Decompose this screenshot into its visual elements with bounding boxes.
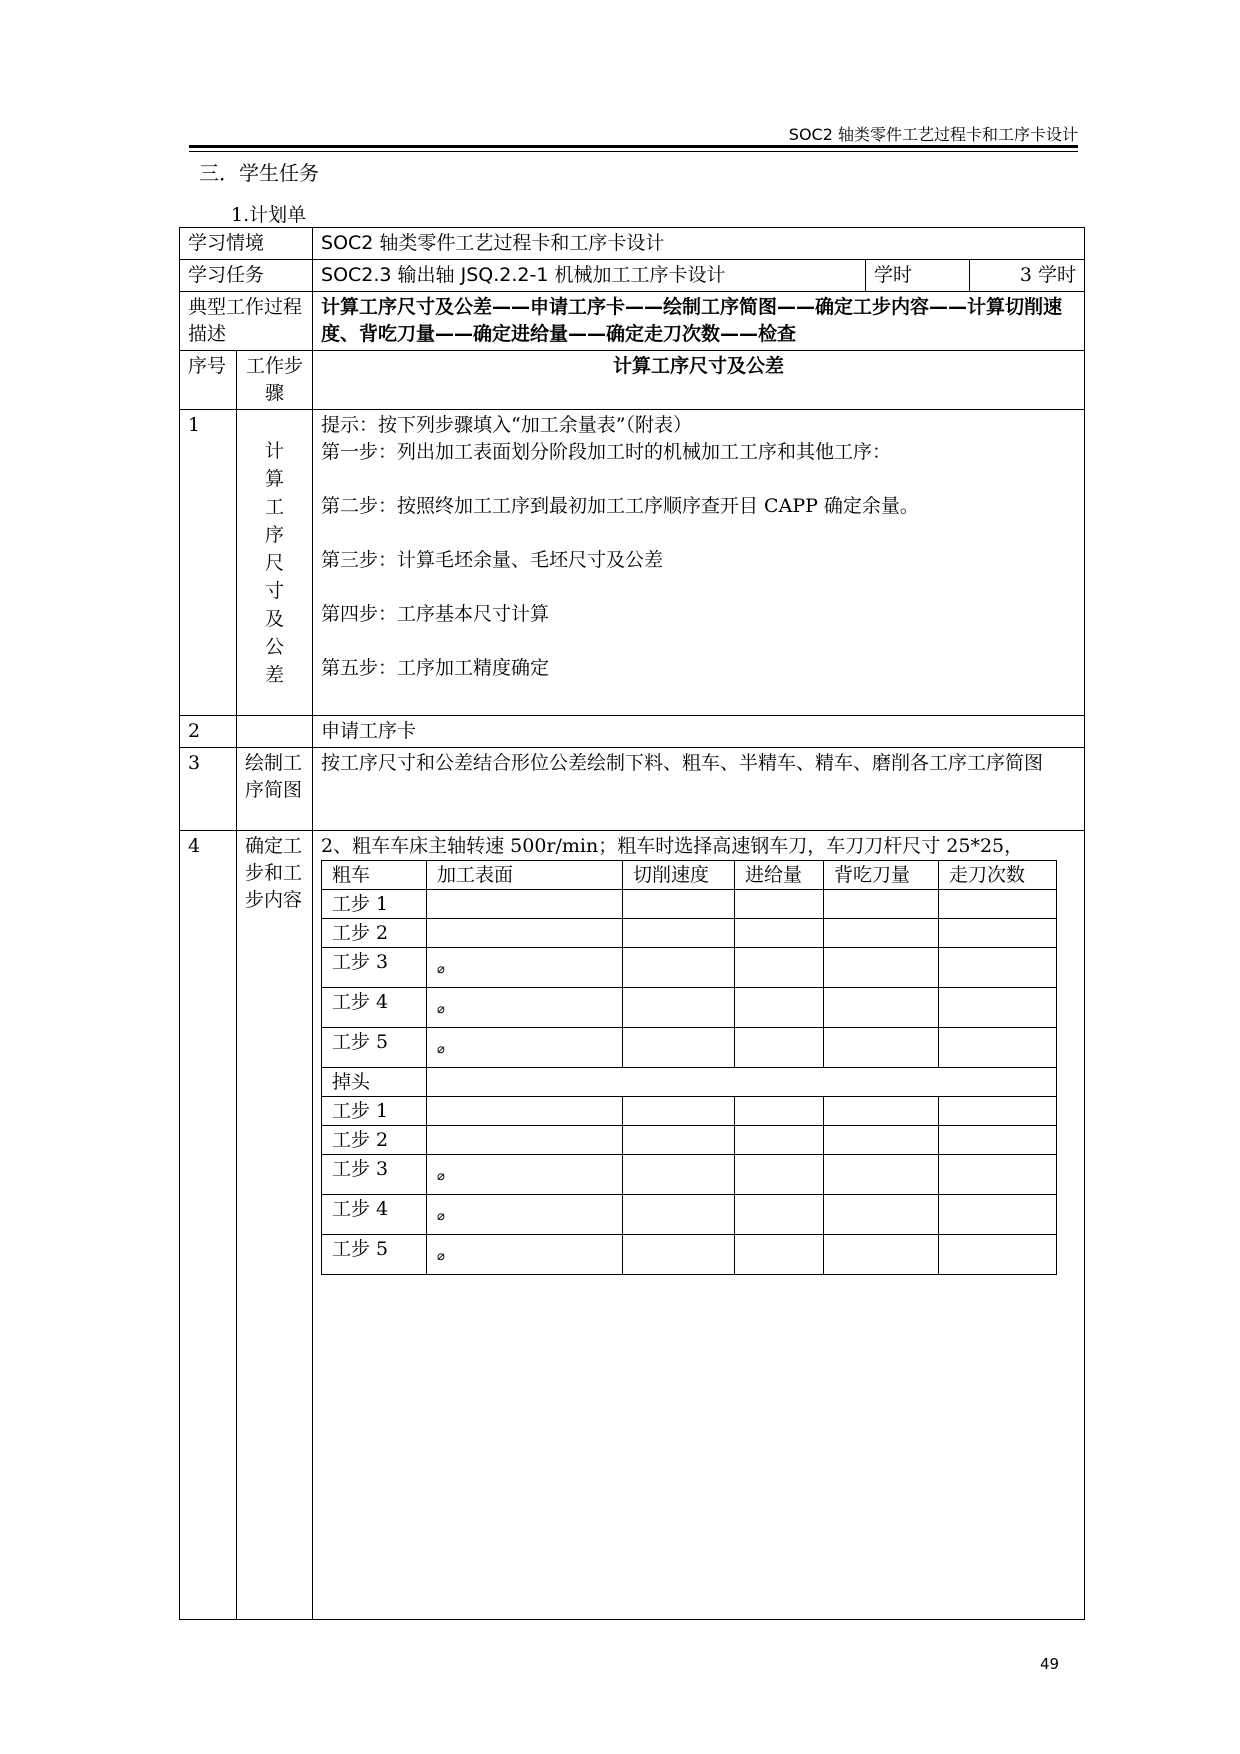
empty-cell — [824, 1126, 939, 1155]
item-step-vertical — [237, 410, 313, 716]
row-process — [180, 292, 1085, 351]
step-label: 工步 4 — [322, 1195, 427, 1235]
step-char: 序 — [265, 523, 285, 546]
item-line: 提示：按下列步骤填入“加工余量表”（附表） — [321, 414, 692, 436]
step-char: 差 — [265, 663, 285, 686]
item-row-1 — [180, 410, 1085, 716]
empty-cell — [824, 1195, 939, 1235]
column-header: 粗车 — [322, 861, 427, 890]
diameter-symbol-cell: ⌀ — [427, 948, 623, 988]
step-char: 算 — [265, 467, 285, 490]
empty-cell — [735, 988, 824, 1028]
empty-cell — [735, 1097, 824, 1126]
plan-table — [179, 227, 1085, 1620]
empty-cell — [427, 1097, 623, 1126]
empty-cell — [824, 919, 939, 948]
empty-cell — [939, 988, 1057, 1028]
step-row — [322, 890, 1057, 919]
item-seq: 3 — [180, 748, 237, 831]
empty-cell — [623, 1126, 735, 1155]
step-label: 工步 1 — [322, 1097, 427, 1126]
empty-cell — [824, 1097, 939, 1126]
item-content — [313, 410, 1085, 716]
step-char: 寸 — [265, 579, 285, 602]
step-row — [322, 1028, 1057, 1068]
item-line: 2、粗车车床主轴转速 500r/min；粗车时选择高速钢车刀，车刀刀杆尺寸 25*25， — [321, 835, 1024, 857]
empty-cell — [735, 1028, 824, 1068]
diameter-symbol-cell: ⌀ — [427, 1028, 623, 1068]
empty-cell — [427, 919, 623, 948]
page-number: 49 — [1040, 1655, 1060, 1673]
step-table — [321, 860, 1057, 1275]
empty-cell — [735, 919, 824, 948]
empty-cell — [427, 1068, 1057, 1097]
empty-cell — [939, 919, 1057, 948]
empty-cell — [939, 1028, 1057, 1068]
step-row — [322, 1126, 1057, 1155]
step-char: 公 — [265, 635, 285, 658]
step-row — [322, 948, 1057, 988]
item-line: 第二步：按照终加工工序到最初加工工序顺序查开目 CAPP 确定余量。 — [321, 495, 919, 517]
group-label: 掉头 — [322, 1068, 427, 1097]
step-label: 工步 5 — [322, 1028, 427, 1068]
item-row-4 — [180, 831, 1085, 1620]
empty-cell — [824, 988, 939, 1028]
empty-cell — [735, 948, 824, 988]
item-line: 第四步：工序基本尺寸计算 — [321, 603, 550, 625]
empty-cell — [939, 890, 1057, 919]
value-context: SOC2 轴类零件工艺过程卡和工序卡设计 — [313, 228, 1085, 260]
section-title: 三．学生任务 — [199, 161, 319, 185]
item-step: 确定工步和工步内容 — [237, 831, 313, 1620]
empty-cell — [623, 919, 735, 948]
empty-cell — [623, 1097, 735, 1126]
empty-cell — [623, 1235, 735, 1275]
step-label: 工步 2 — [322, 1126, 427, 1155]
value-task: SOC2.3 输出轴 JSQ.2.2-1 机械加工工序卡设计 — [313, 260, 866, 292]
item-step-text — [245, 437, 304, 689]
step-label: 工步 3 — [322, 1155, 427, 1195]
item-step — [237, 716, 313, 748]
step-group-row — [322, 1068, 1057, 1097]
empty-cell — [623, 1155, 735, 1195]
row-context — [180, 228, 1085, 260]
item-row-2 — [180, 716, 1085, 748]
step-row — [322, 1097, 1057, 1126]
step-char: 计 — [265, 439, 285, 462]
running-header: SOC2 轴类零件工艺过程卡和工序卡设计 — [788, 125, 1078, 144]
empty-cell — [735, 1235, 824, 1275]
header-seq: 序号 — [180, 351, 237, 410]
header-rule-thin — [189, 151, 1078, 152]
header-rule — [189, 145, 1078, 148]
diameter-symbol-cell: ⌀ — [427, 1155, 623, 1195]
item-line: 第五步：工序加工精度确定 — [321, 657, 550, 679]
header-step: 工作步骤 — [237, 351, 313, 410]
diameter-symbol-cell: ⌀ — [427, 1235, 623, 1275]
step-label: 工步 2 — [322, 919, 427, 948]
diameter-symbol-cell: ⌀ — [427, 1195, 623, 1235]
step-row — [322, 919, 1057, 948]
empty-cell — [623, 948, 735, 988]
column-header: 进给量 — [735, 861, 824, 890]
empty-cell — [939, 1155, 1057, 1195]
value-process: 计算工序尺寸及公差——申请工序卡——绘制工序简图——确定工步内容——计算切削速度、背吃刀量——确定进给量——确定走刀次数——检查 — [313, 292, 1085, 351]
empty-cell — [427, 890, 623, 919]
empty-cell — [824, 948, 939, 988]
label-process: 典型工作过程描述 — [180, 292, 313, 351]
empty-cell — [623, 1195, 735, 1235]
row-task — [180, 260, 1085, 292]
item-row-3 — [180, 748, 1085, 831]
step-row — [322, 988, 1057, 1028]
step-label: 工步 1 — [322, 890, 427, 919]
empty-cell — [824, 1028, 939, 1068]
empty-cell — [939, 1097, 1057, 1126]
item-step: 绘制工序简图 — [237, 748, 313, 831]
empty-cell — [939, 1235, 1057, 1275]
step-row — [322, 1235, 1057, 1275]
empty-cell — [939, 1195, 1057, 1235]
step-table-header — [322, 861, 1057, 890]
step-row — [322, 1195, 1057, 1235]
item-content: 按工序尺寸和公差结合形位公差绘制下料、粗车、半精车、精车、磨削各工序工序简图 — [313, 748, 1085, 831]
empty-cell — [623, 988, 735, 1028]
label-task: 学习任务 — [180, 260, 313, 292]
empty-cell — [735, 1155, 824, 1195]
step-label: 工步 3 — [322, 948, 427, 988]
item-content: 申请工序卡 — [313, 716, 1085, 748]
empty-cell — [427, 1126, 623, 1155]
step-row — [322, 1155, 1057, 1195]
step-label: 工步 5 — [322, 1235, 427, 1275]
column-header: 走刀次数 — [939, 861, 1057, 890]
step-char: 及 — [265, 607, 285, 630]
column-header: 切削速度 — [623, 861, 735, 890]
header-title: 计算工序尺寸及公差 — [313, 351, 1085, 410]
empty-cell — [735, 1195, 824, 1235]
empty-cell — [824, 1155, 939, 1195]
empty-cell — [824, 890, 939, 919]
empty-cell — [623, 1028, 735, 1068]
empty-cell — [939, 1126, 1057, 1155]
item-seq: 1 — [180, 410, 237, 716]
label-context: 学习情境 — [180, 228, 313, 260]
plan-title: 1.计划单 — [231, 204, 307, 226]
column-header: 背吃刀量 — [824, 861, 939, 890]
item-line: 第一步：列出加工表面划分阶段加工时的机械加工工序和其他工序： — [321, 441, 892, 463]
empty-cell — [824, 1235, 939, 1275]
empty-cell — [939, 948, 1057, 988]
item-line: 第三步：计算毛坯余量、毛坯尺寸及公差 — [321, 549, 664, 571]
item-seq: 4 — [180, 831, 237, 1620]
step-char: 尺 — [265, 551, 285, 574]
step-label: 工步 4 — [322, 988, 427, 1028]
diameter-symbol-cell: ⌀ — [427, 988, 623, 1028]
label-hours: 学时 — [866, 260, 970, 292]
item-content — [313, 831, 1085, 1620]
empty-cell — [623, 890, 735, 919]
empty-cell — [735, 890, 824, 919]
empty-cell — [735, 1126, 824, 1155]
step-char: 工 — [265, 495, 285, 518]
item-seq: 2 — [180, 716, 237, 748]
value-hours: 3 学时 — [970, 260, 1085, 292]
column-header: 加工表面 — [427, 861, 623, 890]
row-col-headers — [180, 351, 1085, 410]
